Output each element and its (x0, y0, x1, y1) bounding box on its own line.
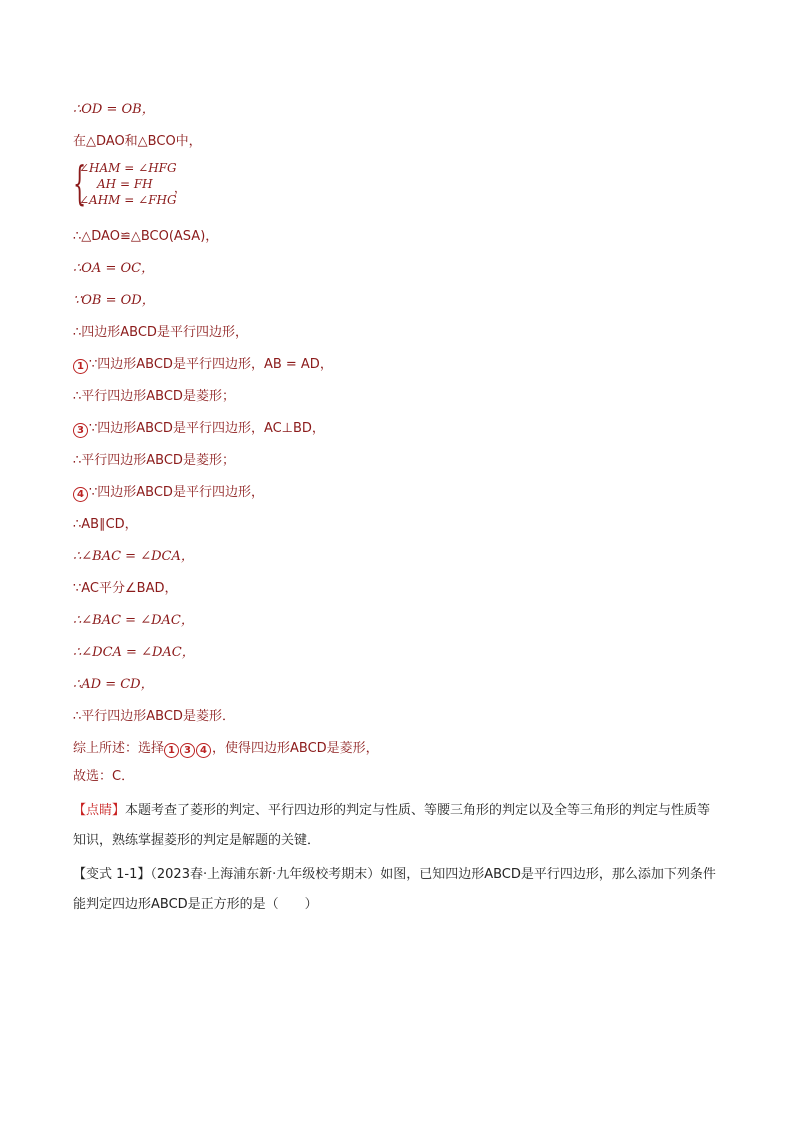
proof-line: ∴AB∥CD， (73, 517, 138, 532)
circled-number: 1 (73, 359, 88, 374)
proof-line: ∴平行四边形ABCD是菱形． (73, 709, 235, 724)
circled-number: 3 (73, 423, 88, 438)
condition-tail: ， (174, 181, 187, 195)
proof-line: 在△DAO和△BCO中， (73, 134, 202, 149)
proof-line: ∴△DAO≌△BCO(ASA)， (73, 229, 219, 244)
proof-line: ∴平行四边形ABCD是菱形； (73, 389, 235, 404)
comment-paragraph (73, 796, 723, 856)
proof-line: ∴平行四边形ABCD是菱形； (73, 453, 235, 468)
proof-text: ∵四边形ABCD是平行四边形， (89, 485, 264, 500)
proof-line: ∴OA = OC， (73, 261, 155, 276)
proof-line: ∵AC平分∠BAD， (73, 581, 178, 596)
proof-line-circled-3 (73, 420, 325, 438)
proof-line: ∵OB = OD， (73, 293, 155, 308)
condition-row: ∠AHM = ∠FHG (79, 193, 177, 207)
proof-text: ∵四边形ABCD是平行四边形，AB = AD， (89, 357, 333, 372)
proof-line: ∴∠BAC = ∠DCA， (73, 549, 194, 564)
proof-line: ∴∠DCA = ∠DAC， (73, 645, 195, 660)
variant-text: （2023春·上海浦东新·九年级校考期末）如图，已知四边形ABCD是平行四边形，那么添加下列条件能判定四边形ABCD是正方形的是（ ） (73, 867, 716, 912)
variant-tag: 【变式 1-1】 (73, 867, 151, 882)
comment-text: 本题考查了菱形的判定、平行四边形的判定与性质、等腰三角形的判定以及全等三角形的判定与性质等知识，熟练掌握菱形的判定是解题的关键． (73, 803, 711, 848)
circled-number: 1 (164, 743, 179, 758)
summary-suffix: ，使得四边形ABCD是菱形， (212, 741, 379, 756)
proof-line-circled-4 (73, 484, 264, 502)
proof-line: ∴四边形ABCD是平行四边形， (73, 325, 248, 340)
proof-line: ∴∠BAC = ∠DAC， (73, 613, 194, 628)
proof-line: ∴AD = CD， (73, 677, 154, 692)
variant-question (73, 860, 723, 920)
comment-tag: 【点睛】 (73, 803, 126, 818)
proof-text: ∵四边形ABCD是平行四边形，AC⊥BD， (89, 421, 325, 436)
brace-symbol: { (73, 156, 87, 210)
circled-number: 4 (196, 743, 211, 758)
summary-line (73, 740, 379, 758)
answer-line: 故选：C． (73, 769, 135, 784)
condition-row: ∠HAM = ∠HFG (79, 161, 177, 175)
proof-line: ∴OD = OB， (73, 102, 155, 117)
proof-line-circled-1 (73, 356, 333, 374)
circled-number: 3 (180, 743, 195, 758)
condition-row: AH = FH (97, 177, 153, 191)
summary-prefix: 综上所述：选择 (73, 741, 165, 756)
circled-number: 4 (73, 487, 88, 502)
